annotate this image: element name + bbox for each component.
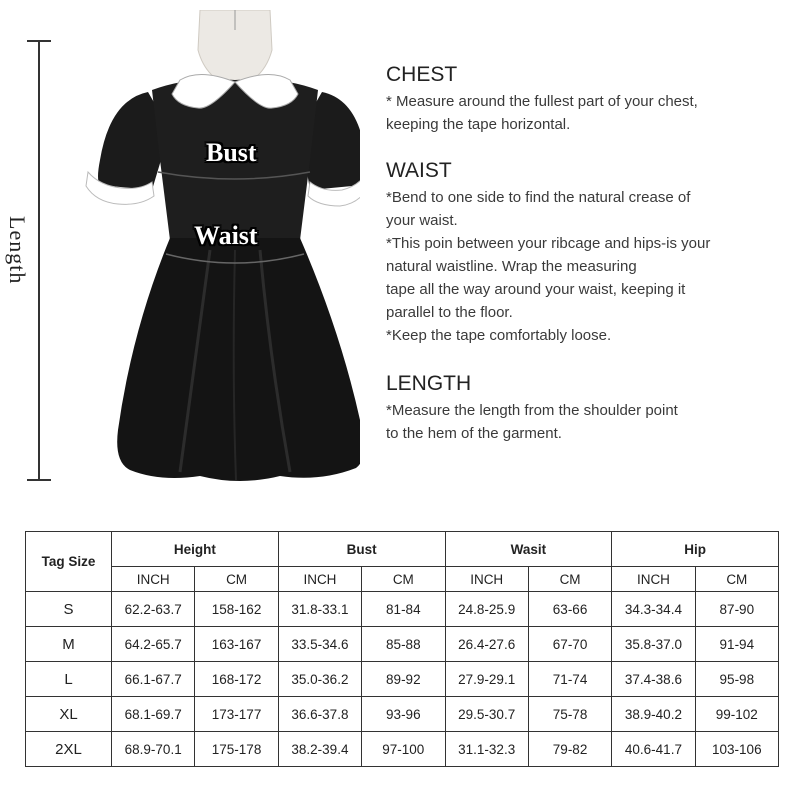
chest-section <box>386 62 786 136</box>
measurement-cell: 64.2-65.7 <box>112 627 195 662</box>
length-heading: LENGTH <box>386 372 472 395</box>
table-group-header-row <box>26 532 779 567</box>
measurement-cell: 26.4-27.6 <box>445 627 528 662</box>
measurement-cell: 38.9-40.2 <box>612 697 695 732</box>
measurement-cell: 163-167 <box>195 627 278 662</box>
measurement-cell: 31.1-32.3 <box>445 732 528 767</box>
measurement-cell: 68.1-69.7 <box>112 697 195 732</box>
measurement-cell: 24.8-25.9 <box>445 592 528 627</box>
table-unit-header-row <box>26 567 779 592</box>
measurement-cell: 81-84 <box>362 592 445 627</box>
measurement-cell: 62.2-63.7 <box>112 592 195 627</box>
measurement-cell: 168-172 <box>195 662 278 697</box>
unit-cm: CM <box>528 567 611 592</box>
waist-line: *Keep the tape comfortably loose. <box>386 327 612 344</box>
unit-cm: CM <box>362 567 445 592</box>
unit-cm: CM <box>695 567 778 592</box>
chest-line: keeping the tape horizontal. <box>386 116 571 133</box>
measurement-cell: 27.9-29.1 <box>445 662 528 697</box>
measurement-cell: 31.8-33.1 <box>278 592 361 627</box>
length-measure-line <box>38 40 40 480</box>
size-table-body <box>26 592 779 767</box>
length-bottom-cap <box>27 479 51 481</box>
length-line: to the hem of the garment. <box>386 425 562 442</box>
measurement-cell: 79-82 <box>528 732 611 767</box>
waist-line: tape all the way around your waist, keeping it <box>386 281 686 298</box>
measurement-cell: 89-92 <box>362 662 445 697</box>
measurement-cell: 85-88 <box>362 627 445 662</box>
measurement-cell: 36.6-37.8 <box>278 697 361 732</box>
unit-inch: INCH <box>112 567 195 592</box>
waist-header: Wasit <box>445 532 612 567</box>
measurement-cell: 99-102 <box>695 697 778 732</box>
measurement-cell: 63-66 <box>528 592 611 627</box>
measurement-cell: 68.9-70.1 <box>112 732 195 767</box>
length-section <box>386 371 786 445</box>
waist-heading: WAIST <box>386 159 452 182</box>
measurement-cell: 40.6-41.7 <box>612 732 695 767</box>
measurement-cell: 67-70 <box>528 627 611 662</box>
measurement-cell: 33.5-34.6 <box>278 627 361 662</box>
size-chart-table <box>25 531 779 767</box>
waist-section <box>386 158 786 347</box>
measurement-cell: 75-78 <box>528 697 611 732</box>
size-cell: XL <box>26 697 112 732</box>
measurement-cell: 103-106 <box>695 732 778 767</box>
waist-line: *Bend to one side to find the natural crease of <box>386 189 691 206</box>
table-row <box>26 592 779 627</box>
size-cell: 2XL <box>26 732 112 767</box>
table-row <box>26 627 779 662</box>
measurement-cell: 35.8-37.0 <box>612 627 695 662</box>
measurement-cell: 173-177 <box>195 697 278 732</box>
table-row <box>26 732 779 767</box>
waist-line: *This poin between your ribcage and hips-is your <box>386 235 711 252</box>
table-row <box>26 697 779 732</box>
hip-header: Hip <box>612 532 779 567</box>
dress-illustration <box>60 10 360 500</box>
measuring-instructions <box>386 62 786 457</box>
measurement-cell: 34.3-34.4 <box>612 592 695 627</box>
measurement-cell: 95-98 <box>695 662 778 697</box>
measurement-cell: 93-96 <box>362 697 445 732</box>
bust-label: Bust <box>206 138 257 167</box>
tag-size-header: Tag Size <box>26 532 112 592</box>
size-cell: M <box>26 627 112 662</box>
length-label: Length <box>5 215 30 285</box>
chest-heading: CHEST <box>386 63 458 86</box>
measurement-cell: 91-94 <box>695 627 778 662</box>
size-cell: S <box>26 592 112 627</box>
measurement-cell: 175-178 <box>195 732 278 767</box>
waist-line: parallel to the floor. <box>386 304 513 321</box>
chest-line: * Measure around the fullest part of your chest, <box>386 93 698 110</box>
measurement-cell: 71-74 <box>528 662 611 697</box>
measurement-cell: 97-100 <box>362 732 445 767</box>
measurement-cell: 66.1-67.7 <box>112 662 195 697</box>
unit-inch: INCH <box>612 567 695 592</box>
table-row <box>26 662 779 697</box>
waist-line: your waist. <box>386 212 458 229</box>
height-header: Height <box>112 532 279 567</box>
bust-header: Bust <box>278 532 445 567</box>
measurement-cell: 35.0-36.2 <box>278 662 361 697</box>
unit-inch: INCH <box>445 567 528 592</box>
measurement-cell: 38.2-39.4 <box>278 732 361 767</box>
unit-cm: CM <box>195 567 278 592</box>
measurement-cell: 87-90 <box>695 592 778 627</box>
dress-figure <box>0 0 380 500</box>
measurement-cell: 29.5-30.7 <box>445 697 528 732</box>
size-cell: L <box>26 662 112 697</box>
unit-inch: INCH <box>278 567 361 592</box>
measurement-cell: 158-162 <box>195 592 278 627</box>
measurement-cell: 37.4-38.6 <box>612 662 695 697</box>
waist-line: natural waistline. Wrap the measuring <box>386 258 637 275</box>
length-line: *Measure the length from the shoulder point <box>386 402 678 419</box>
waist-label: Waist <box>194 221 258 250</box>
